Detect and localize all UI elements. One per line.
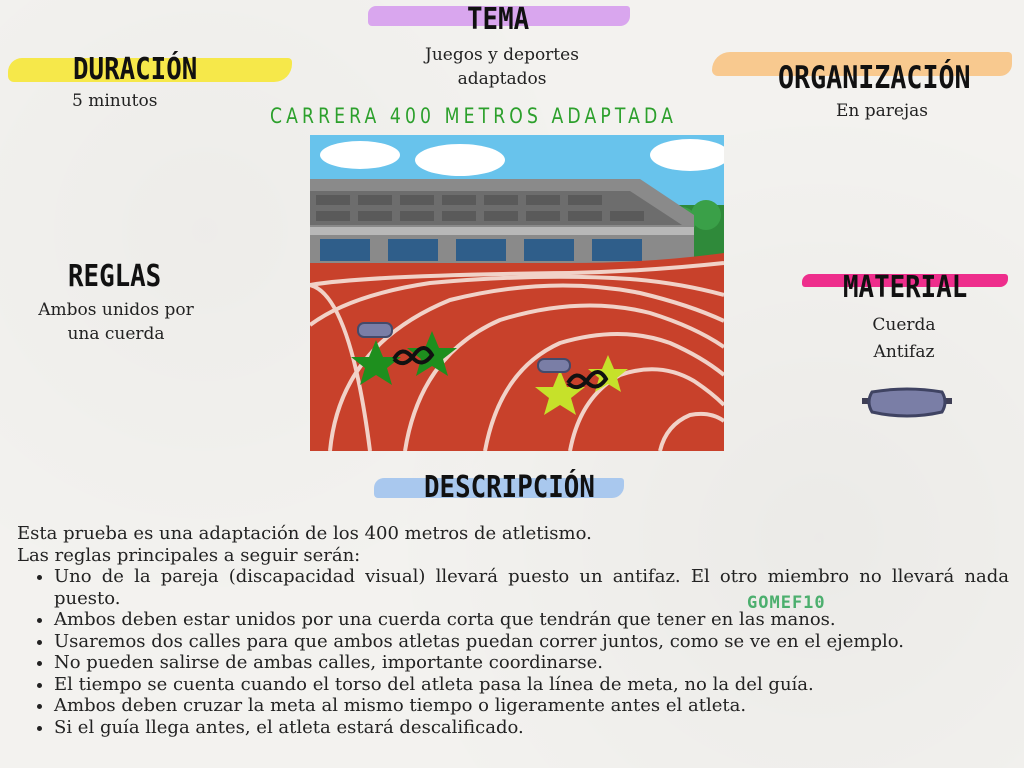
reglas-heading: REGLAS (68, 259, 162, 294)
organizacion-text: En parejas (835, 101, 929, 121)
material-heading: MATERIAL (843, 270, 968, 305)
list-item: • Ambos deben estar unidos por una cuerda corta que tendrán que tener en las manos. (54, 609, 1009, 631)
description-body (17, 523, 1009, 738)
tema-text: Juegos y deportes adaptados (425, 45, 579, 89)
activity-title: CARRERA 400 METROS ADAPTADA (270, 104, 677, 128)
list-item: • Si el guía llega antes, el atleta estará descalificado. (54, 717, 1009, 739)
list-item: • Ambos deben cruzar la meta al mismo tiempo o ligeramente antes el atleta. (54, 695, 1009, 717)
blindfold-icon (358, 323, 392, 337)
material-item-1: Cuerda (872, 315, 936, 335)
description-intro-1: Esta prueba es una adaptación de los 400 metros de atletismo. (17, 523, 592, 544)
blindfold-icon (538, 359, 570, 372)
watermark: GOMEF10 (747, 593, 826, 613)
organizacion-heading: ORGANIZACIÓN (778, 60, 971, 96)
list-item: • El tiempo se cuenta cuando el torso del atleta pasa la línea de meta, no la del guía. (54, 674, 1009, 696)
list-item: • Uno de la pareja (discapacidad visual) llevará puesto un antifaz. El otro miembro no llevará nada puesto. (54, 566, 1009, 609)
duracion-text: 5 minutos (72, 91, 158, 111)
descripcion-heading: DESCRIPCIÓN (424, 470, 595, 505)
duracion-heading: DURACIÓN (73, 52, 198, 87)
reglas-text: Ambos unidos por una cuerda (38, 300, 194, 344)
list-item: • No pueden salirse de ambas calles, importante coordinarse. (54, 652, 1009, 674)
list-item: • Usaremos dos calles para que ambos atletas puedan correr juntos, como se ve en el ejemplo. (54, 631, 1009, 653)
stadium-illustration (310, 135, 724, 451)
tema-heading: TEMA (467, 2, 530, 37)
material-item-2: Antifaz (873, 342, 935, 362)
blindfold-icon (862, 384, 952, 420)
rules-list (17, 566, 1009, 738)
description-intro-2: Las reglas principales a seguir serán: (17, 544, 361, 566)
